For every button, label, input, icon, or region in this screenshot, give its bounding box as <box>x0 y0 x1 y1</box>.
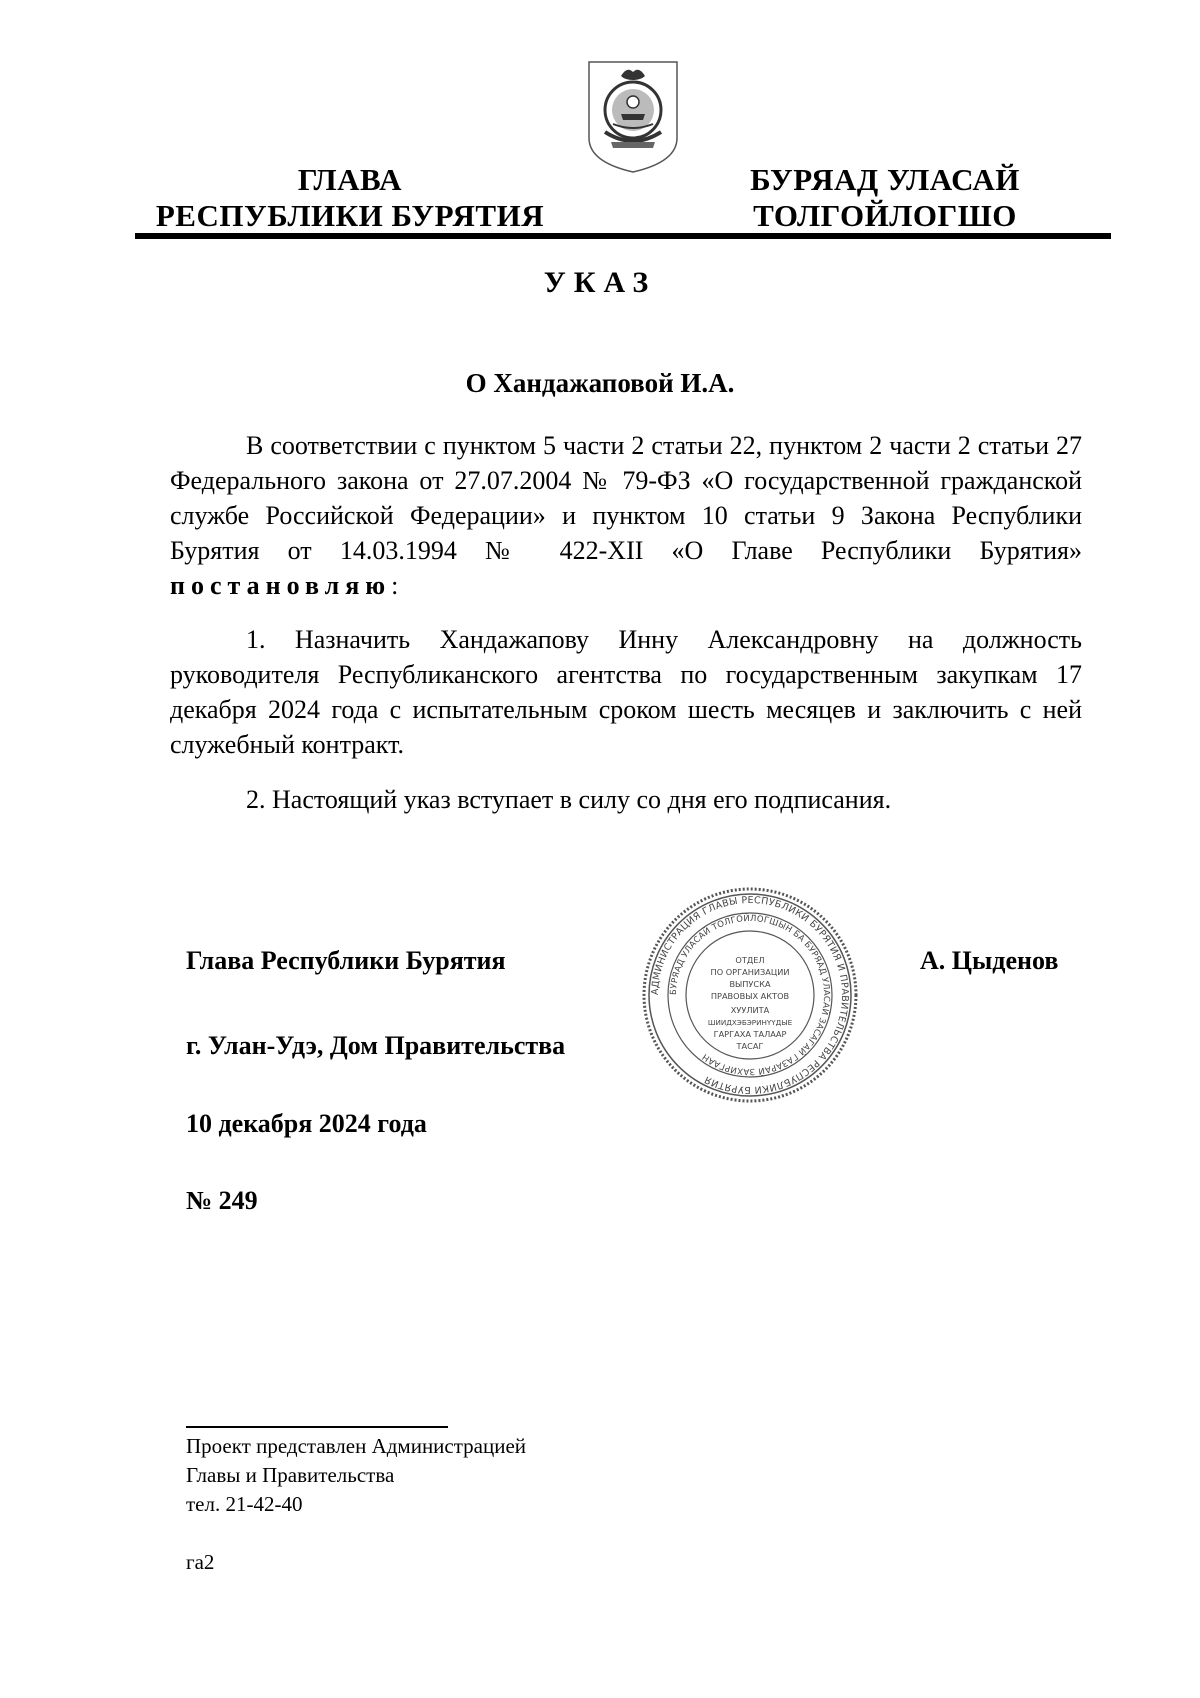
header-authority-ru <box>140 162 560 234</box>
stamp-center-line: ПО ОРГАНИЗАЦИИ <box>710 967 790 977</box>
decree-item-2 <box>170 782 1082 817</box>
document-code: га2 <box>186 1550 215 1574</box>
footnote-divider <box>186 1426 448 1428</box>
header-left-line2: РЕСПУБЛИКИ БУРЯТИЯ <box>155 198 545 233</box>
document-title: УКАЗ <box>543 266 657 299</box>
stamp-center-line: ПРАВОВЫХ АКТОВ <box>710 991 790 1001</box>
signatory-name: А. Цыденов <box>920 946 1059 975</box>
decree-item-1-text: 1. Назначить Хандажапову Инну Александровну на должность руководителя Республиканского агентства по государственным закупкам 17 декабря 2024 года с испытательным сроком шесть месяцев и заключить с ней служебный контракт. <box>170 625 1082 759</box>
preamble <box>170 428 1082 603</box>
signatory-position: Глава Республики Бурятия <box>186 946 506 975</box>
signing-place: г. Улан-Удэ, Дом Правительства <box>186 1031 566 1060</box>
official-stamp-icon <box>640 885 860 1105</box>
header-authority-bua <box>725 162 1045 234</box>
stamp-center-line: ХУУЛИТА <box>730 1005 770 1015</box>
stamp-outer-ring-text: АДМИНИСТРАЦИЯ ГЛАВЫ РЕСПУБЛИКИ БУРЯТИЯ И ПРАВИТЕЛЬСТВА РЕСПУБЛИКИ БУРЯТИЯ <box>649 894 851 1096</box>
preamble-text: В соответствии с пунктом 5 части 2 статьи 22, пунктом 2 части 2 статьи 27 Федерального закона от 27.07.2004 № 79-ФЗ «О государственной гражданской службе Российской Федерации» и пунктом 10 статьи 9 Закона Республики Бурятия от 14.03.1994 № 422-XII «О Главе Республики Бурятия» <box>170 431 1082 565</box>
stamp-inner-ring-text: БУРЯАД УЛАСАЙ ТОЛГОЙЛОГШЫН БА БУРЯАД УЛАСАЙ ЗАСАГАЙ ГАЗАРАЙ ЗАХИРГААН <box>668 913 832 1077</box>
header-divider <box>135 233 1111 239</box>
stamp-center-line: ТАСАГ <box>736 1041 764 1051</box>
header-right-line1: БУРЯАД УЛАСАЙ <box>750 162 1020 197</box>
footnote-line-2: Главы и Правительства <box>186 1463 395 1487</box>
decree-colon: : <box>391 571 399 600</box>
footnote-line-1: Проект представлен Администрацией <box>186 1434 527 1458</box>
stamp-center-line: ОТДЕЛ <box>735 955 765 965</box>
coat-of-arms-icon <box>583 58 683 176</box>
stamp-center-line: ШИИДХЭБЭРИНҮҮДЫЕ <box>707 1018 793 1027</box>
header-right-line2: ТОЛГОЙЛОГШО <box>753 198 1017 233</box>
footnote-phone: тел. 21-42-40 <box>186 1492 303 1516</box>
decree-item-2-text: 2. Настоящий указ вступает в силу со дня его подписания. <box>246 785 892 814</box>
signing-date: 10 декабря 2024 года <box>186 1109 427 1138</box>
document-subject: О Хандажаповой И.А. <box>465 368 735 398</box>
header-left-line1: ГЛАВА <box>297 162 403 197</box>
decree-item-1 <box>170 622 1082 762</box>
decree-number: № 249 <box>186 1186 258 1215</box>
stamp-center-line: ГАРГАХА ТАЛААР <box>713 1029 787 1039</box>
stamp-center-line: ВЫПУСКА <box>729 979 771 989</box>
decree-word: постановляю <box>170 571 392 600</box>
